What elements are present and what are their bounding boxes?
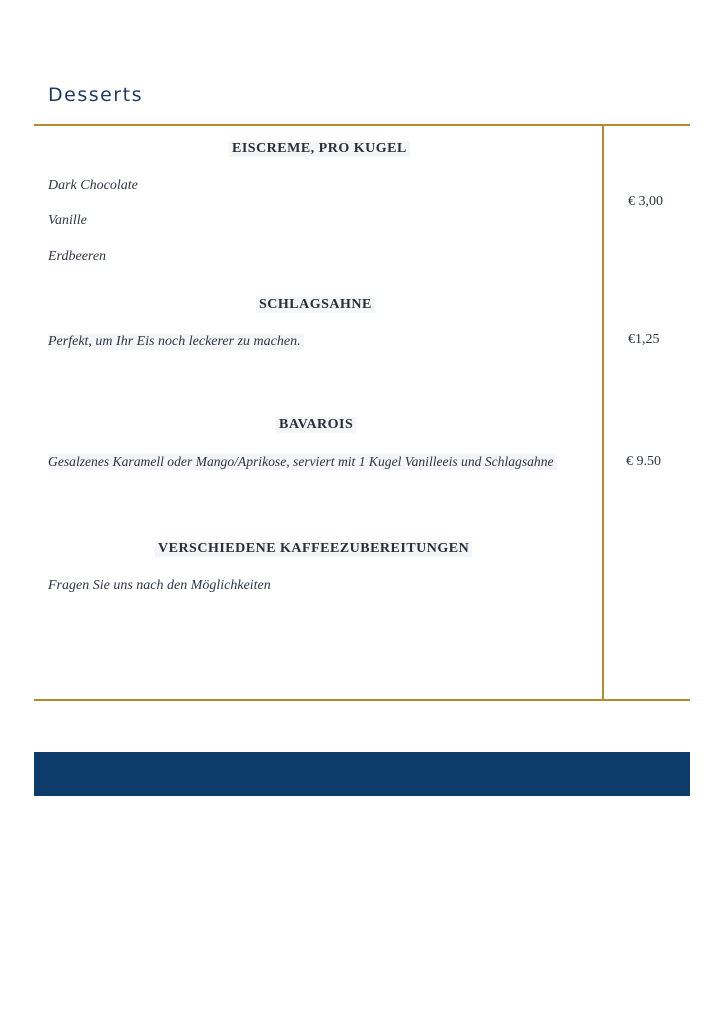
menu-item-bavarois-description: Gesalzenes Karamell oder Mango/Aprikose, serviert mit 1 Kugel Vanilleeis und Schlagsahne (48, 454, 557, 470)
section-heading-bavarois: BAVAROIS (276, 417, 356, 433)
section-heading-kaffee: VERSCHIEDENE KAFFEEZUBEREITUNGEN (155, 541, 472, 557)
footer-banner (34, 752, 690, 796)
bottom-divider-line (34, 699, 690, 701)
menu-item-dark-chocolate: Dark Chocolate (48, 178, 138, 193)
menu-item-kaffee-description: Fragen Sie uns nach den Möglichkeiten (48, 578, 271, 593)
section-heading-schlagsahne: SCHLAGSAHNE (256, 297, 375, 313)
price-eiscreme: € 3,00 (628, 194, 663, 209)
price-bavarois: € 9.50 (626, 454, 661, 469)
menu-item-vanille: Vanille (48, 213, 87, 228)
price-schlagsahne: €1,25 (628, 332, 660, 347)
section-heading-eiscreme: EISCREME, PRO KUGEL (229, 141, 410, 157)
page-title: Desserts (48, 84, 143, 106)
menu-item-erdbeeren: Erdbeeren (48, 249, 107, 264)
top-divider-line (34, 124, 690, 126)
menu-item-schlagsahne-description: Perfekt, um Ihr Eis noch leckerer zu machen. (48, 334, 304, 350)
price-column-divider (602, 124, 604, 701)
